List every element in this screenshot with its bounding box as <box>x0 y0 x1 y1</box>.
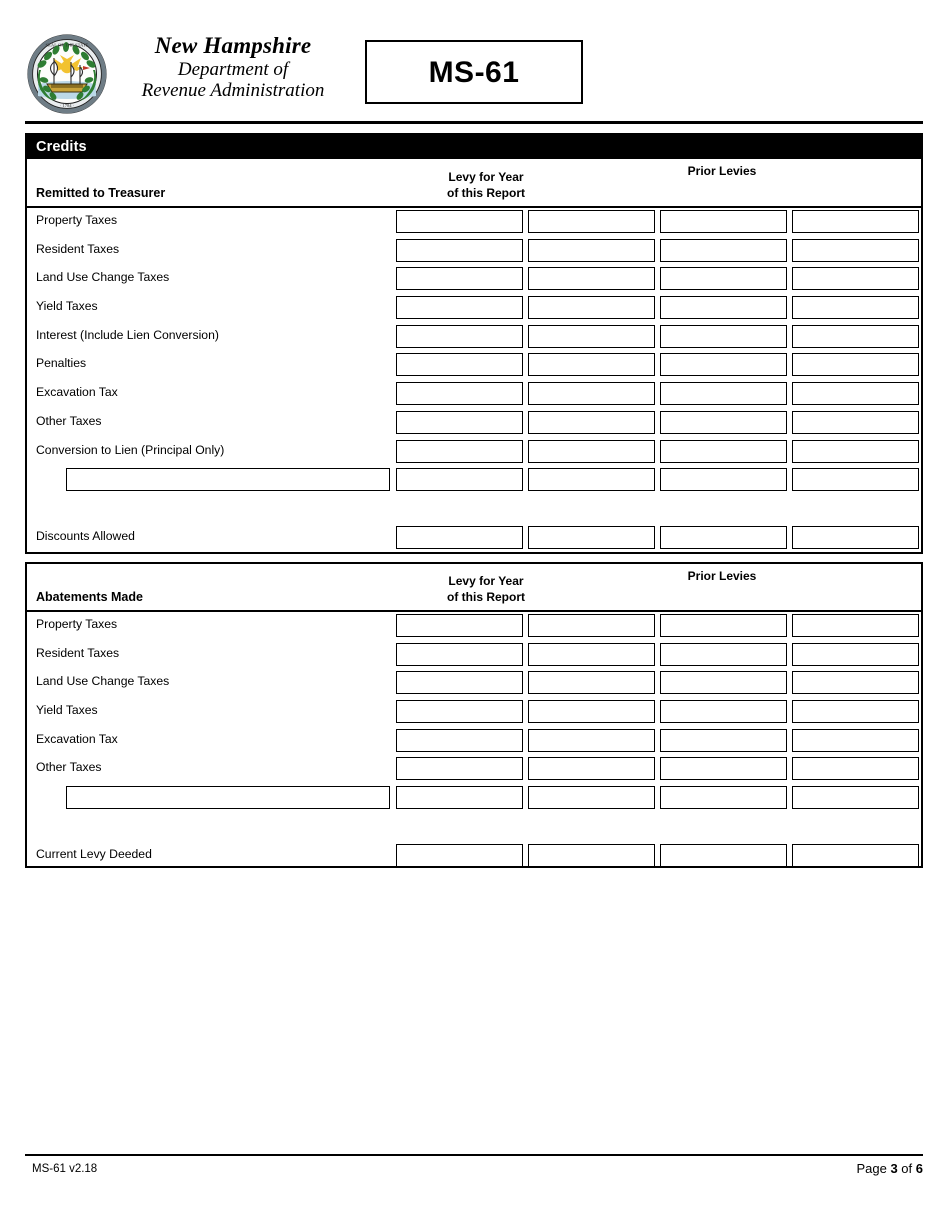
abatements-amount-input-r6-c1[interactable] <box>396 757 523 780</box>
credits-amount-input-r9-c4[interactable] <box>792 440 919 463</box>
credits-amount-input-r12-c4[interactable] <box>792 526 919 549</box>
credits-amount-input-r5-c1[interactable] <box>396 325 523 348</box>
abatements-prior-levies-header: Prior Levies <box>687 569 757 583</box>
credits-amount-input-r10-c4[interactable] <box>792 468 919 491</box>
credits-column-header <box>27 159 921 208</box>
credits-section-title: Credits <box>27 135 921 159</box>
credits-amount-input-r6-c2[interactable] <box>528 353 655 376</box>
credits-levy-header-line2: of this Report <box>447 185 525 200</box>
abatements-amount-input-r7-c2[interactable] <box>528 786 655 809</box>
abatements-amount-input-r1-c4[interactable] <box>792 614 919 637</box>
credits-amount-input-r8-c3[interactable] <box>660 411 787 434</box>
form-row <box>27 784 921 813</box>
credits-prior-levies-header: Prior Levies <box>687 164 757 178</box>
abatements-amount-input-r5-c2[interactable] <box>528 729 655 752</box>
abatements-writein-label-input[interactable] <box>66 786 390 809</box>
credits-amount-input-r5-c3[interactable] <box>660 325 787 348</box>
credits-amount-input-r4-c4[interactable] <box>792 296 919 319</box>
svg-text:· 1784 ·: · 1784 · <box>59 103 75 108</box>
credits-amount-input-r4-c1[interactable] <box>396 296 523 319</box>
form-row <box>27 641 921 670</box>
abatements-amount-input-r4-c4[interactable] <box>792 700 919 723</box>
form-row-label: Resident Taxes <box>36 241 120 256</box>
abatements-amount-input-r3-c4[interactable] <box>792 671 919 694</box>
credits-amount-input-r2-c3[interactable] <box>660 239 787 262</box>
form-row <box>27 755 921 784</box>
form-row-label: Penalties <box>36 356 87 371</box>
credits-amount-input-r3-c2[interactable] <box>528 267 655 290</box>
form-code-label: MS-61 <box>428 56 520 89</box>
form-row-label: Yield Taxes <box>36 703 98 718</box>
form-row-label: Excavation Tax <box>36 731 118 746</box>
credits-amount-input-r9-c1[interactable] <box>396 440 523 463</box>
abatements-rows <box>27 612 921 871</box>
credits-amount-input-r2-c2[interactable] <box>528 239 655 262</box>
page-middle: of <box>901 1161 913 1176</box>
credits-amount-input-r3-c1[interactable] <box>396 267 523 290</box>
credits-amount-input-r12-c3[interactable] <box>660 526 787 549</box>
form-row-label: Discounts Allowed <box>36 528 135 543</box>
abatements-amount-input-r6-c3[interactable] <box>660 757 787 780</box>
abatements-levy-header-line2: of this Report <box>447 589 525 604</box>
form-row-label: Land Use Change Taxes <box>36 270 170 285</box>
credits-amount-input-r1-c2[interactable] <box>528 210 655 233</box>
credits-amount-input-r10-c2[interactable] <box>528 468 655 491</box>
credits-amount-input-r8-c2[interactable] <box>528 411 655 434</box>
form-row-label: Excavation Tax <box>36 385 118 400</box>
form-row <box>27 323 921 352</box>
form-row <box>27 466 921 495</box>
credits-amount-input-r7-c3[interactable] <box>660 382 787 405</box>
credits-amount-input-r12-c2[interactable] <box>528 526 655 549</box>
credits-amount-input-r4-c2[interactable] <box>528 296 655 319</box>
svg-text:SEAL OF THE STATE: SEAL OF THE STATE <box>45 42 89 48</box>
credits-amount-input-r1-c3[interactable] <box>660 210 787 233</box>
form-header <box>0 0 950 122</box>
credits-amount-input-r3-c3[interactable] <box>660 267 787 290</box>
form-row <box>27 409 921 438</box>
abatements-amount-input-r4-c3[interactable] <box>660 700 787 723</box>
form-row-label: Yield Taxes <box>36 299 98 314</box>
credits-section <box>25 133 923 554</box>
form-row-label: Current Levy Deeded <box>36 846 152 861</box>
credits-amount-input-r8-c4[interactable] <box>792 411 919 434</box>
agency-name <box>118 33 348 101</box>
credits-amount-input-r5-c4[interactable] <box>792 325 919 348</box>
abatements-amount-input-r3-c2[interactable] <box>528 671 655 694</box>
credits-rows <box>27 208 921 553</box>
page-number-label <box>856 1161 923 1176</box>
form-row <box>27 524 921 553</box>
form-row <box>27 813 921 842</box>
form-row-label: Conversion to Lien (Principal Only) <box>36 442 225 457</box>
abatements-amount-input-r9-c4[interactable] <box>792 844 919 867</box>
credits-amount-input-r6-c4[interactable] <box>792 353 919 376</box>
abatements-amount-input-r3-c1[interactable] <box>396 671 523 694</box>
abatements-amount-input-r7-c4[interactable] <box>792 786 919 809</box>
form-row <box>27 669 921 698</box>
abatements-amount-input-r6-c2[interactable] <box>528 757 655 780</box>
form-row <box>27 265 921 294</box>
page-prefix: Page <box>856 1161 887 1176</box>
abatements-section <box>25 562 923 868</box>
credits-amount-input-r4-c3[interactable] <box>660 296 787 319</box>
form-row <box>27 294 921 323</box>
form-row <box>27 351 921 380</box>
page-current: 3 <box>890 1161 898 1176</box>
abatements-amount-input-r1-c1[interactable] <box>396 614 523 637</box>
form-row-label: Property Taxes <box>36 213 118 227</box>
credits-row-label-header: Remitted to Treasurer <box>36 186 166 200</box>
credits-writein-label-input[interactable] <box>66 468 390 491</box>
credits-amount-input-r10-c1[interactable] <box>396 468 523 491</box>
abatements-amount-input-r9-c2[interactable] <box>528 844 655 867</box>
form-row <box>27 727 921 756</box>
credits-amount-input-r7-c4[interactable] <box>792 382 919 405</box>
credits-amount-input-r12-c1[interactable] <box>396 526 523 549</box>
credits-amount-input-r9-c2[interactable] <box>528 440 655 463</box>
credits-levy-header-line1: Levy for Year <box>448 170 524 185</box>
abatements-amount-input-r5-c1[interactable] <box>396 729 523 752</box>
form-row <box>27 495 921 524</box>
credits-amount-input-r7-c2[interactable] <box>528 382 655 405</box>
abatements-amount-input-r7-c3[interactable] <box>660 786 787 809</box>
form-row <box>27 842 921 871</box>
credits-amount-input-r2-c1[interactable] <box>396 239 523 262</box>
credits-amount-input-r2-c4[interactable] <box>792 239 919 262</box>
header-divider <box>25 121 923 124</box>
credits-amount-input-r5-c2[interactable] <box>528 325 655 348</box>
form-row <box>27 438 921 467</box>
form-row-label: Other Taxes <box>36 413 102 428</box>
abatements-amount-input-r2-c3[interactable] <box>660 643 787 666</box>
credits-amount-input-r10-c3[interactable] <box>660 468 787 491</box>
abatements-amount-input-r5-c3[interactable] <box>660 729 787 752</box>
agency-division-line: Revenue Administration <box>141 80 325 102</box>
form-row <box>27 698 921 727</box>
form-code-box <box>365 40 583 104</box>
abatements-amount-input-r9-c3[interactable] <box>660 844 787 867</box>
credits-amount-input-r3-c4[interactable] <box>792 267 919 290</box>
form-row-label: Land Use Change Taxes <box>36 674 170 689</box>
abatements-amount-input-r6-c4[interactable] <box>792 757 919 780</box>
agency-state-name: New Hampshire <box>154 33 312 58</box>
credits-amount-input-r8-c1[interactable] <box>396 411 523 434</box>
abatements-amount-input-r1-c3[interactable] <box>660 614 787 637</box>
credits-amount-input-r6-c3[interactable] <box>660 353 787 376</box>
abatements-amount-input-r7-c1[interactable] <box>396 786 523 809</box>
state-seal-icon <box>27 34 107 114</box>
credits-amount-input-r7-c1[interactable] <box>396 382 523 405</box>
page-total: 6 <box>915 1161 923 1176</box>
abatements-amount-input-r3-c3[interactable] <box>660 671 787 694</box>
abatements-amount-input-r4-c2[interactable] <box>528 700 655 723</box>
abatements-amount-input-r4-c1[interactable] <box>396 700 523 723</box>
form-row <box>27 380 921 409</box>
form-row-label: Other Taxes <box>36 760 102 775</box>
abatements-amount-input-r1-c2[interactable] <box>528 614 655 637</box>
abatements-amount-input-r5-c4[interactable] <box>792 729 919 752</box>
abatements-amount-input-r2-c4[interactable] <box>792 643 919 666</box>
abatements-levy-header-line1: Levy for Year <box>448 574 524 589</box>
credits-amount-input-r1-c4[interactable] <box>792 210 919 233</box>
credits-amount-input-r1-c1[interactable] <box>396 210 523 233</box>
abatements-row-label-header: Abatements Made <box>36 590 143 604</box>
footer-divider <box>25 1154 923 1156</box>
abatements-amount-input-r2-c1[interactable] <box>396 643 523 666</box>
form-row <box>27 208 921 237</box>
abatements-amount-input-r2-c2[interactable] <box>528 643 655 666</box>
form-row-label: Resident Taxes <box>36 645 120 660</box>
form-version-label: MS-61 v2.18 <box>32 1163 98 1175</box>
abatements-levy-header <box>397 574 575 605</box>
form-row-label: Property Taxes <box>36 617 118 631</box>
credits-amount-input-r6-c1[interactable] <box>396 353 523 376</box>
credits-levy-header <box>397 170 575 201</box>
abatements-amount-input-r9-c1[interactable] <box>396 844 523 867</box>
agency-department-line: Department of <box>177 58 289 80</box>
form-row <box>27 237 921 266</box>
form-row <box>27 612 921 641</box>
credits-amount-input-r9-c3[interactable] <box>660 440 787 463</box>
abatements-column-header <box>27 564 921 612</box>
form-row-label: Interest (Include Lien Conversion) <box>36 327 219 342</box>
